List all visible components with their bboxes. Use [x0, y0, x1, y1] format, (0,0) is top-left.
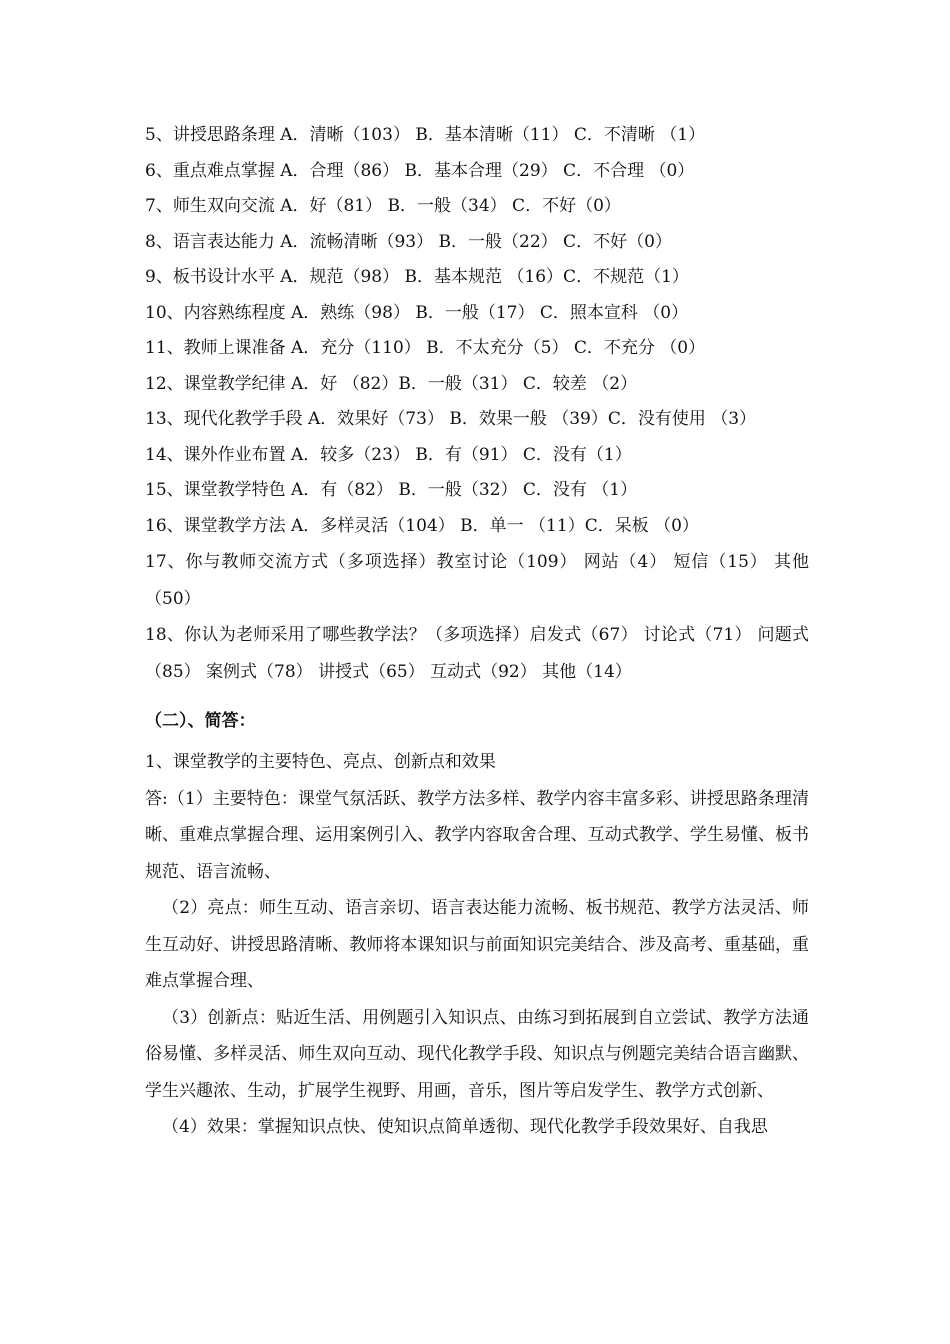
survey-item: 15、课堂教学特色 A．有（82） B．一般（32） C．没有 （1）	[145, 480, 638, 500]
answer-effects: （4）效果：掌握知识点快、使知识点简单透彻、现代化教学手段效果好、自我思	[162, 1117, 768, 1137]
survey-item: 16、课堂教学方法 A．多样灵活（104） B．单一 （11）C．呆板 （0）	[145, 515, 699, 536]
survey-item: 13、现代化教学手段 A．效果好（73） B．效果一般 （39）C．没有使用 （3）	[145, 409, 757, 429]
survey-item: 12、课堂教学纪律 A．好 （82）B．一般（31） C．较差 （2）	[145, 373, 638, 394]
survey-list	[145, 118, 809, 690]
section-heading: （二）、简答：	[145, 711, 256, 731]
short-answer-section	[145, 744, 809, 1146]
survey-item: 7、师生双向交流 A．好（81） B．一般（34） C．不好（0）	[145, 196, 621, 216]
survey-item-18: 18、你认为老师采用了哪些教学法？（多项选择）启发式（67） 讨论式（71） 问题式（85） 案例式（78） 讲授式（65） 互动式（92） 其他（14）	[145, 625, 809, 682]
survey-item: 9、板书设计水平 A．规范（98） B．基本规范 （16）C．不规范（1）	[145, 267, 689, 287]
survey-item: 8、语言表达能力 A．流畅清晰（93） B．一般（22） C．不好（0）	[145, 231, 672, 252]
question-title: 1、课堂教学的主要特色、亮点、创新点和效果	[145, 752, 496, 772]
survey-item: 6、重点难点掌握 A．合理（86） B．基本合理（29） C．不合理 （0）	[145, 160, 695, 181]
survey-item: 10、内容熟练程度 A．熟练（98） B．一般（17） C．照本宣科 （0）	[145, 302, 689, 323]
answer-highlights: （2）亮点：师生互动、语言亲切、语言表达能力流畅、板书规范、教学方法灵活、师生互动好、讲授思路清晰、教师将本课知识与前面知识完美结合、涉及高考、重基础，重难点掌握合理、	[145, 898, 809, 991]
survey-item: 5、讲授思路条理 A．清晰（103） B．基本清晰（11） C．不清晰 （1）	[145, 125, 706, 145]
survey-item-17: 17、你与教师交流方式（多项选择）教室讨论（109） 网站（4） 短信（15） 其他（50）	[145, 552, 809, 609]
survey-item: 14、课外作业布置 A．较多（23） B．有（91） C．没有（1）	[145, 444, 632, 465]
answer-innovations: （3）创新点：贴近生活、用例题引入知识点、由练习到拓展到自立尝试、教学方法通俗易懂、多样灵活、师生双向互动、现代化教学手段、知识点与例题完美结合语言幽默、学生兴趣浓、生动，扩展学生视野、用画，音乐，图片等启发学生、教学方式创新、	[145, 1007, 809, 1101]
answer-features: 答:（1）主要特色：课堂气氛活跃、教学方法多样、教学内容丰富多彩、讲授思路条理清晰、重难点掌握合理、运用案例引入、教学内容取舍合理、互动式教学、学生易懂、板书规范、语言流畅、	[145, 788, 809, 882]
survey-item: 11、教师上课准备 A．充分（110） B．不太充分（5） C．不充分 （0）	[145, 338, 706, 358]
document-page	[145, 118, 809, 1146]
